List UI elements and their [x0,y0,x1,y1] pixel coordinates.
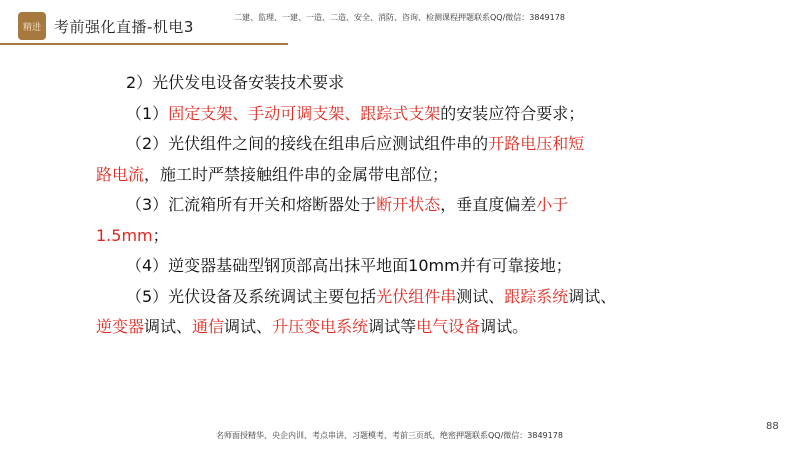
item-5-highlight-2: 跟踪系统 [504,286,569,306]
item-2-highlight-2: 路电流 [96,164,145,184]
item-2-rest: ，施工时严禁接触组件串的金属带电部位； [144,164,449,184]
item-5-text-5: 调试等 [368,317,417,336]
item-1-rest: 的安装应符合要求； [440,103,585,123]
item-2-line-2 [96,160,696,191]
course-title: 考前强化直播-机电3 [54,18,194,36]
item-3-rest: ； [152,225,169,245]
item-3-highlight-2: 小于 [536,195,569,214]
item-5-highlight-1: 光伏组件串 [376,286,457,306]
item-5-line-2 [96,312,696,343]
item-5-highlight-6: 电气设备 [416,317,481,336]
item-4: （4）逆变器基础型钢顶部高出抹平地面10mm并有可靠接地； [126,256,572,275]
item-2-prefix: （2）光伏组件之间的接线在组串后应测试组件串的 [126,134,489,153]
item-1-prefix: （1） [126,103,169,123]
section-heading: 2）光伏发电设备安装技术要求 [126,73,345,92]
page-number: 88 [766,421,779,432]
item-3-line-2 [96,221,696,252]
slide-content [96,68,696,343]
item-5-text-1: 测试、 [456,286,505,306]
brand-logo: 精进 [18,12,46,40]
contact-banner-bottom: 名师面授精华、央企内训、考点串讲、习题模考、考前三页纸、绝密押题联系QQ/微信：3849178 [216,431,563,440]
header-divider [0,43,288,45]
item-2-line-1 [126,129,696,160]
item-5-text-3: 调试、 [144,317,193,336]
item-1 [126,99,696,130]
item-3-line-1 [126,190,696,221]
item-5-text-2: 调试、 [568,286,617,306]
item-5-highlight-3: 逆变器 [96,317,145,336]
item-5-highlight-5: 升压变电系统 [272,317,369,336]
item-5-text-6: 调试。 [480,317,529,336]
item-5-highlight-4: 通信 [192,317,225,336]
item-2-highlight-1: 开路电压和短 [488,134,585,153]
slide-header [0,0,800,44]
item-5-line-1 [126,282,696,313]
item-3-prefix: （3）汇流箱所有开关和熔断器处于 [126,195,377,214]
item-1-highlight: 固定支架、手动可调支架、跟踪式支架 [168,103,441,123]
item-5-text-4: 调试、 [224,317,273,336]
item-3-mid: ，垂直度偏差 [440,195,537,214]
item-5-prefix: （5）光伏设备及系统调试主要包括 [126,286,377,306]
item-3-highlight-1: 断开状态 [376,195,441,214]
item-3-highlight-3: 1.5mm [96,225,153,245]
contact-banner-top: 二建、监理、一建、一造、二造、安全、消防、咨询、检测课程押题联系QQ/微信：3849178 [234,13,565,22]
